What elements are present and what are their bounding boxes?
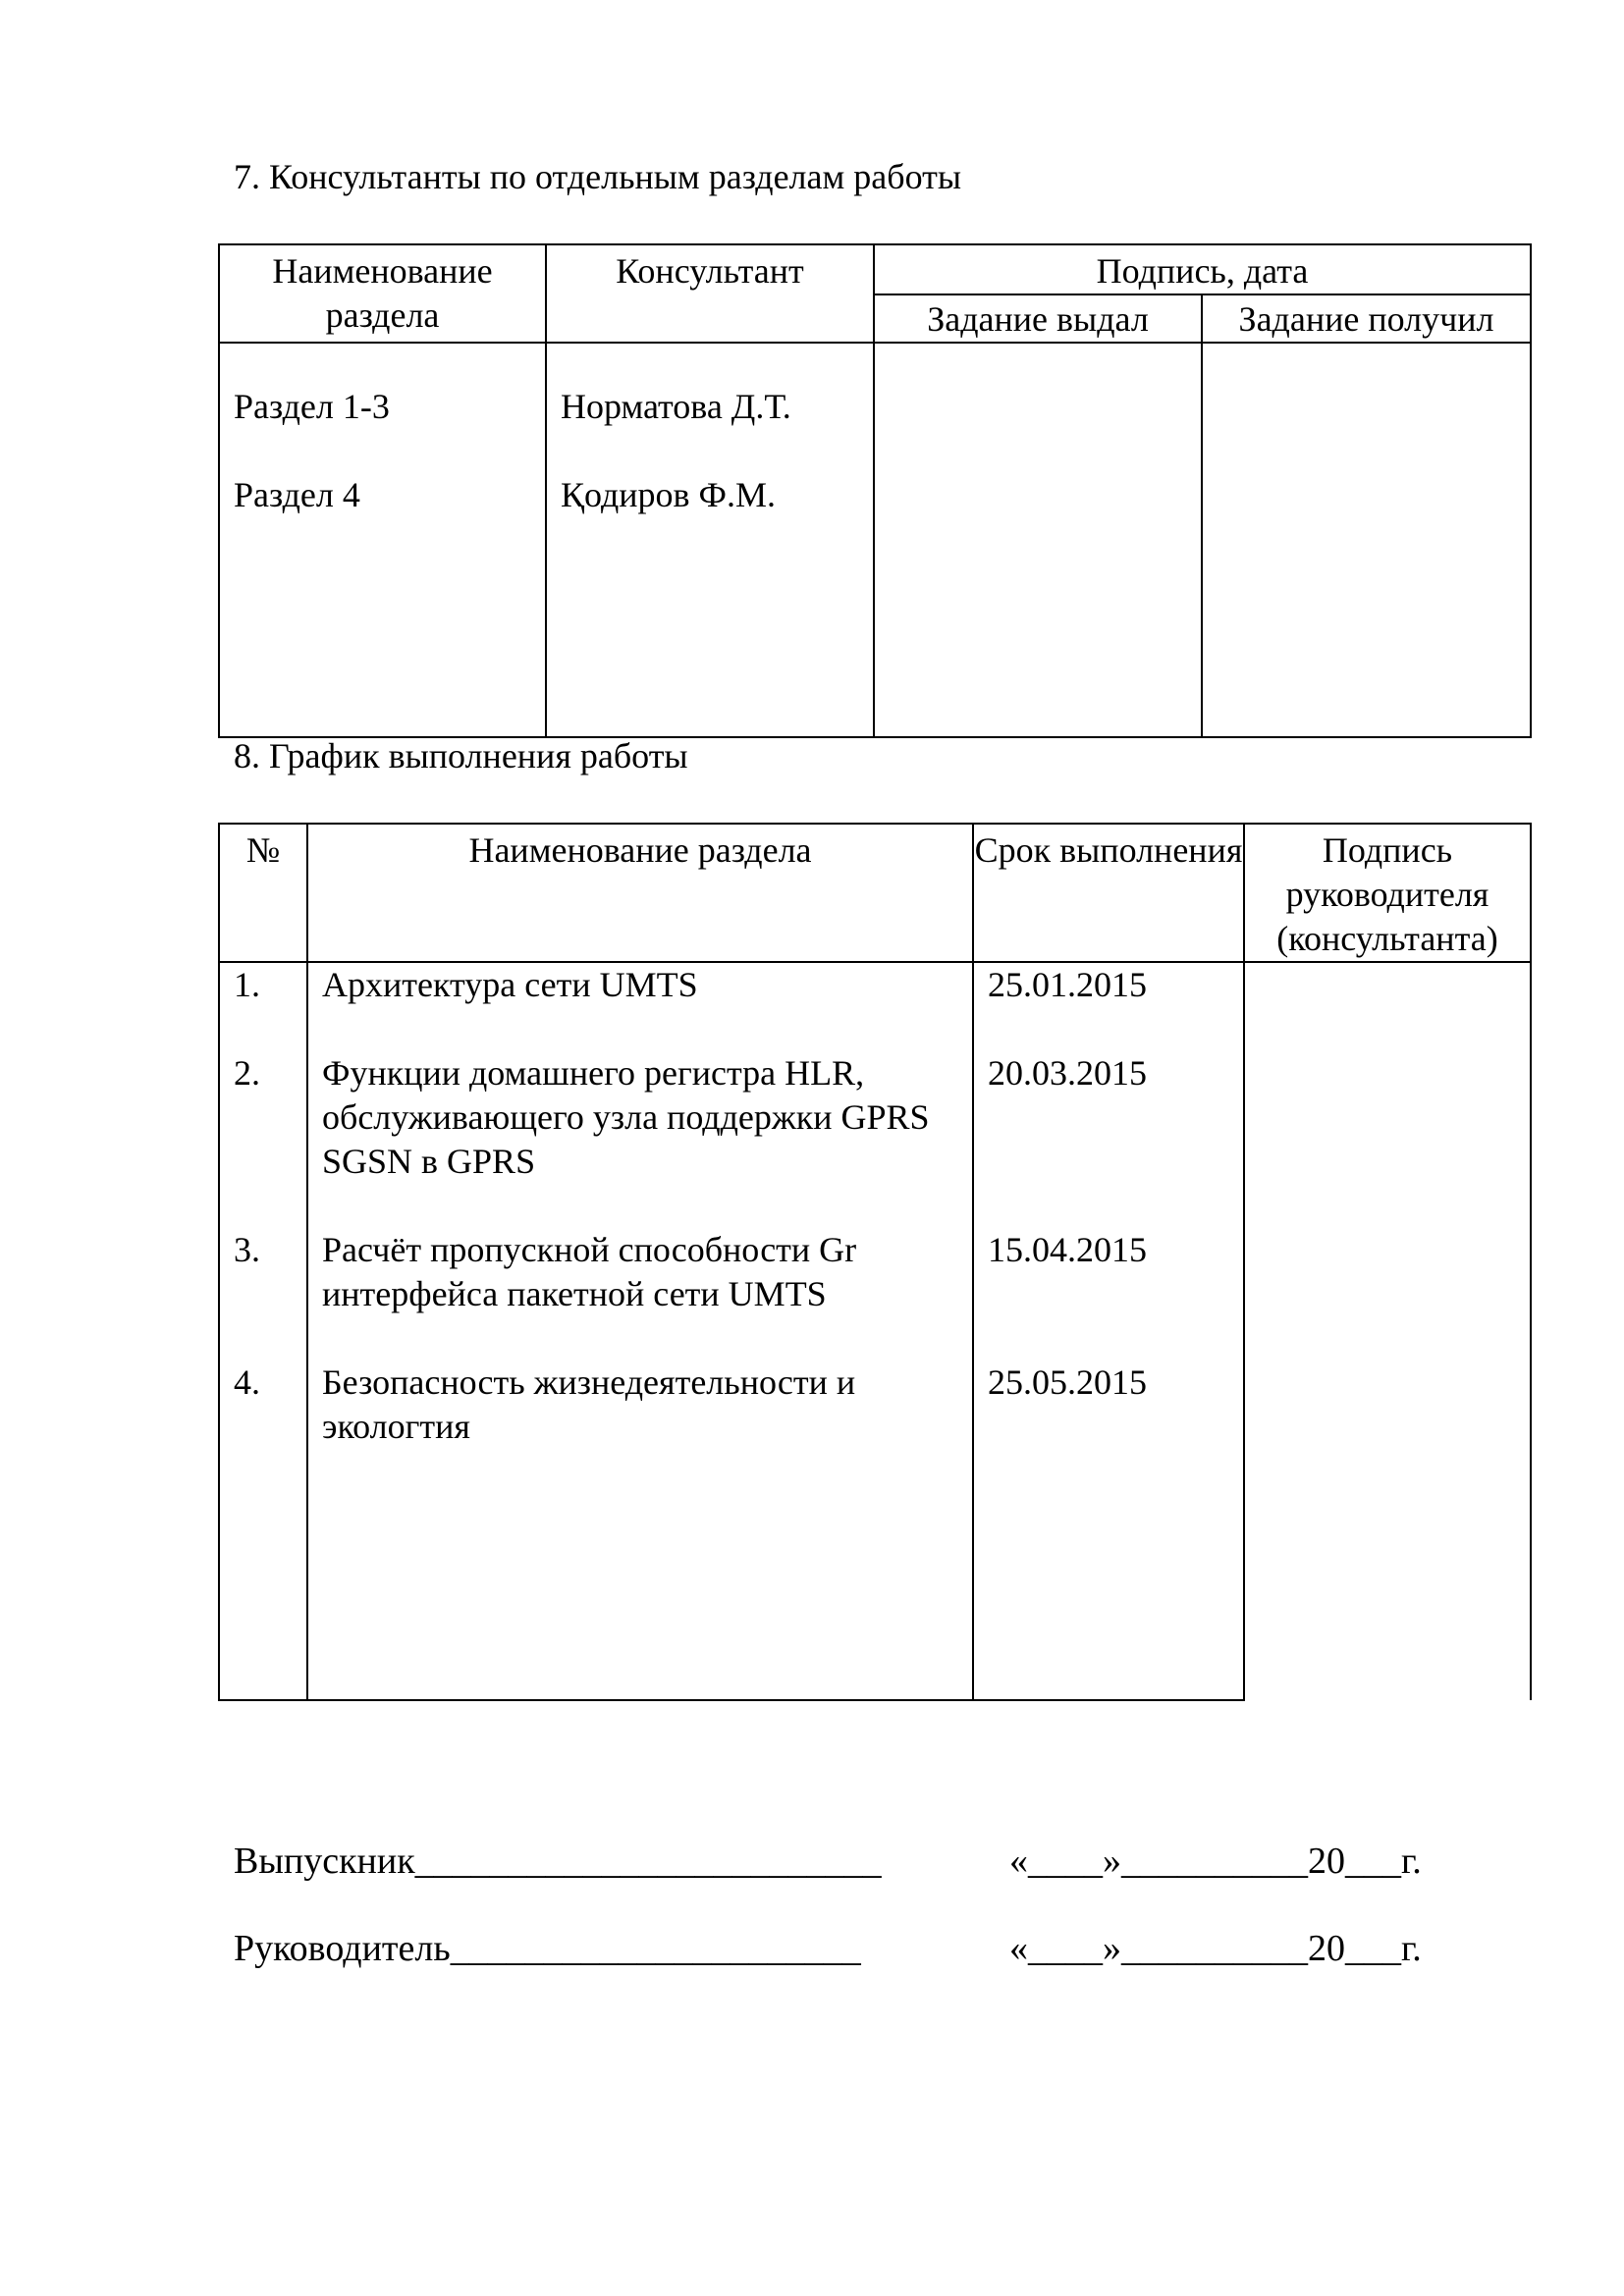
consultants-table — [218, 243, 1532, 738]
row-deadline: 20.03.2015 — [973, 1051, 1244, 1228]
header-task-received: Задание получил — [1202, 294, 1531, 343]
consultants-header-row — [219, 244, 1531, 294]
row-number: 1. — [219, 962, 307, 1051]
header-number: № — [219, 824, 307, 962]
header-section-name: Наименование раздела — [219, 244, 546, 343]
section-names-cell — [219, 343, 546, 737]
header-deadline: Срок выполнения — [973, 824, 1244, 962]
graduate-signature-line — [234, 1840, 1422, 1884]
signature-cell — [1244, 962, 1531, 1700]
supervisor-date-line: «____»__________20___г. — [1009, 1928, 1422, 1969]
graduate-label: Выпускник_________________________ — [234, 1841, 882, 1882]
section-8-heading: 8. График выполнения работы — [234, 736, 688, 775]
consultant-name: Қодиров Ф.М. — [561, 475, 777, 514]
row-section-name: Расчёт пропускной способности Gr интерфейса пакетной сети UMTS — [307, 1228, 973, 1361]
consultant-names-cell — [546, 343, 874, 737]
table-row — [219, 962, 1531, 1051]
supervisor-signature-line — [234, 1927, 1422, 1971]
supervisor-label: Руководитель______________________ — [234, 1928, 861, 1969]
header-task-issued: Задание выдал — [874, 294, 1202, 343]
graduate-date-line: «____»__________20___г. — [1009, 1841, 1422, 1882]
row-number: 2. — [219, 1051, 307, 1228]
consultant-name: Норматова Д.Т. — [561, 387, 791, 426]
task-issued-cell — [874, 343, 1202, 737]
task-received-cell — [1202, 343, 1531, 737]
row-deadline: 25.05.2015 — [973, 1361, 1244, 1700]
section-7-heading: 7. Консультанты по отдельным разделам работы — [234, 157, 962, 196]
row-deadline: 15.04.2015 — [973, 1228, 1244, 1361]
header-supervisor-signature: Подпись руководителя (консультанта) — [1244, 824, 1531, 962]
row-number: 4. — [219, 1361, 307, 1700]
schedule-header-row — [219, 824, 1531, 962]
row-section-name: Безопасность жизнедеятельности и экологтия — [307, 1361, 973, 1700]
row-section-name: Архитектура сети UMTS — [307, 962, 973, 1051]
row-deadline: 25.01.2015 — [973, 962, 1244, 1051]
header-signature-date: Подпись, дата — [874, 244, 1531, 294]
section-name: Раздел 1-3 — [234, 387, 390, 426]
row-section-name: Функции домашнего регистра HLR, обслуживающего узла поддержки GPRS SGSN в GPRS — [307, 1051, 973, 1228]
table-row — [219, 343, 1531, 737]
header-consultant: Консультант — [546, 244, 874, 343]
schedule-table — [218, 823, 1532, 1701]
header-section-name: Наименование раздела — [307, 824, 973, 962]
section-name: Раздел 4 — [234, 475, 360, 514]
row-number: 3. — [219, 1228, 307, 1361]
